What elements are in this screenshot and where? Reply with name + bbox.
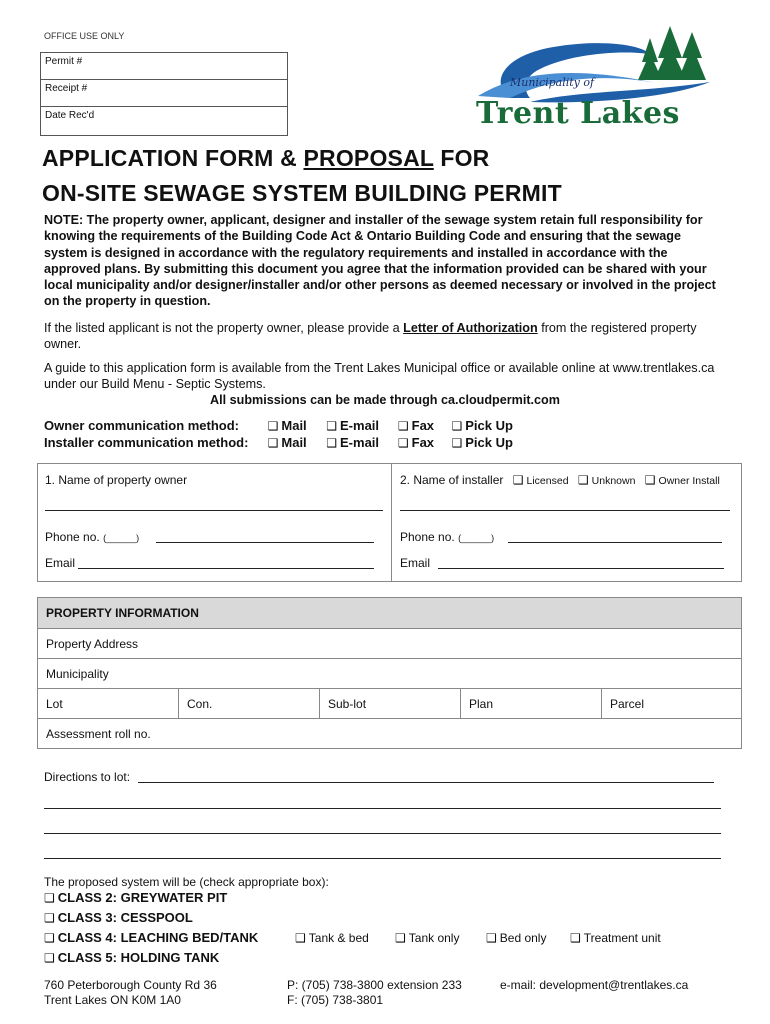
owner-pickup-checkbox[interactable]: ❑ Pick Up bbox=[452, 418, 513, 433]
office-use-label: OFFICE USE ONLY bbox=[44, 31, 125, 41]
owner-fax-checkbox[interactable]: ❑ Fax bbox=[398, 418, 448, 433]
footer-phone-line: P: (705) 738-3800 extension 233 bbox=[287, 978, 462, 992]
letter-of-authorization-link[interactable]: Letter of Authorization bbox=[403, 321, 538, 335]
footer-fax-line: F: (705) 738-3801 bbox=[287, 993, 384, 1007]
permit-number-field[interactable]: Permit # bbox=[41, 53, 287, 80]
logo-name: Trent Lakes bbox=[476, 96, 680, 131]
authorization-text-before: If the listed applicant is not the property owner, please provide a bbox=[44, 321, 404, 335]
property-information-table bbox=[37, 597, 742, 749]
installer-phone-area: (______) bbox=[458, 533, 495, 543]
bed-only-checkbox[interactable]: ❑ Bed only bbox=[486, 931, 546, 945]
installer-phone-input[interactable] bbox=[508, 542, 722, 543]
directions-input-line2[interactable] bbox=[44, 808, 721, 809]
concession-field[interactable]: Con. bbox=[179, 689, 320, 719]
installer-licensed-checkbox[interactable]: ❑ Licensed bbox=[513, 475, 569, 487]
authorization-text-after: from the registered property owner. bbox=[44, 321, 697, 351]
class3-checkbox[interactable]: ❑ CLASS 3: CESSPOOL bbox=[44, 910, 193, 925]
footer-phone bbox=[287, 978, 462, 1008]
office-use-box bbox=[40, 52, 288, 136]
owner-name-input[interactable] bbox=[45, 510, 383, 511]
footer-address bbox=[44, 978, 217, 1008]
installer-name-row bbox=[400, 473, 720, 487]
treatment-unit-checkbox[interactable]: ❑ Treatment unit bbox=[570, 931, 661, 945]
contacts-divider bbox=[391, 464, 392, 581]
title-part-a: APPLICATION FORM & bbox=[42, 145, 304, 171]
contacts-box bbox=[37, 463, 742, 582]
installer-unknown-checkbox[interactable]: ❑ Unknown bbox=[578, 475, 636, 487]
proposed-system-intro: The proposed system will be (check appropriate box): bbox=[44, 875, 329, 889]
page-title-line1 bbox=[42, 145, 490, 172]
installer-fax-checkbox[interactable]: ❑ Fax bbox=[398, 435, 448, 450]
installer-email-input[interactable] bbox=[438, 568, 724, 569]
lot-field[interactable]: Lot bbox=[38, 689, 179, 719]
installer-pickup-checkbox[interactable]: ❑ Pick Up bbox=[452, 435, 513, 450]
directions-input-line4[interactable] bbox=[44, 858, 721, 859]
installer-name-label: 2. Name of installer bbox=[400, 473, 504, 487]
date-received-field[interactable]: Date Rec'd bbox=[45, 110, 95, 121]
submissions-note: All submissions can be made through ca.cloudpermit.com bbox=[210, 393, 560, 407]
parcel-field[interactable]: Parcel bbox=[602, 689, 742, 719]
owner-email-label: Email bbox=[45, 556, 76, 570]
footer-address-line1: 760 Peterborough County Rd 36 bbox=[44, 978, 217, 992]
owner-communication-row bbox=[44, 418, 513, 433]
class5-checkbox[interactable]: ❑ CLASS 5: HOLDING TANK bbox=[44, 950, 219, 965]
title-part-c: FOR bbox=[433, 145, 490, 171]
sub-lot-field[interactable]: Sub-lot bbox=[320, 689, 461, 719]
installer-communication-row bbox=[44, 435, 513, 450]
authorization-paragraph bbox=[44, 320, 734, 352]
owner-mail-checkbox[interactable]: ❑ Mail bbox=[268, 418, 323, 433]
plan-field[interactable]: Plan bbox=[461, 689, 602, 719]
class2-checkbox[interactable]: ❑ CLASS 2: GREYWATER PIT bbox=[44, 890, 227, 905]
tank-only-checkbox[interactable]: ❑ Tank only bbox=[395, 931, 459, 945]
directions-input-line3[interactable] bbox=[44, 833, 721, 834]
installer-email-label: Email bbox=[400, 556, 431, 570]
owner-phone-input[interactable] bbox=[156, 542, 374, 543]
installer-phone-label bbox=[400, 530, 494, 544]
title-proposal: PROPOSAL bbox=[303, 145, 434, 171]
installer-phone-text: Phone no. bbox=[400, 530, 455, 544]
directions-label: Directions to lot: bbox=[44, 770, 131, 784]
owner-email-input[interactable] bbox=[78, 568, 374, 569]
installer-name-input[interactable] bbox=[400, 510, 730, 511]
page-title-line2: ON-SITE SEWAGE SYSTEM BUILDING PERMIT bbox=[42, 180, 562, 206]
footer-email[interactable]: e-mail: development@trentlakes.ca bbox=[500, 978, 689, 992]
installer-email-checkbox[interactable]: ❑ E-mail bbox=[326, 435, 394, 450]
receipt-number-field[interactable]: Receipt # bbox=[41, 80, 287, 107]
municipality-logo bbox=[470, 24, 725, 134]
installer-mail-checkbox[interactable]: ❑ Mail bbox=[268, 435, 323, 450]
property-information-header: PROPERTY INFORMATION bbox=[38, 598, 742, 629]
owner-phone-label bbox=[45, 530, 139, 544]
municipality-field[interactable]: Municipality bbox=[38, 659, 742, 689]
owner-phone-area: (______) bbox=[103, 533, 140, 543]
property-address-field[interactable]: Property Address bbox=[38, 629, 742, 659]
footer-address-line2: Trent Lakes ON K0M 1A0 bbox=[44, 993, 181, 1007]
owner-name-label: 1. Name of property owner bbox=[45, 473, 188, 487]
logo-script-text: Municipality of bbox=[510, 76, 595, 89]
responsibility-note: NOTE: The property owner, applicant, designer and installer of the sewage system retain full responsibility for knowing the requirements of the Building Code Act & Ontario Building Code and ensuring that the sewage system is designed in accordance with the regulatory requirements and installed in accordance with the approved plans. By submitting this document you agree that the information provided can be shared with your local municipality and/or designer/installer and/or other persons as deemed necessary or involved in the project on the property in question. bbox=[44, 213, 716, 309]
owner-communication-label: Owner communication method: bbox=[44, 418, 240, 433]
assessment-roll-field[interactable]: Assessment roll no. bbox=[38, 719, 742, 749]
installer-communication-label: Installer communication method: bbox=[44, 435, 249, 450]
directions-input-line1[interactable] bbox=[138, 782, 714, 783]
installer-owner-install-checkbox[interactable]: ❑ Owner Install bbox=[645, 475, 720, 487]
guide-paragraph: A guide to this application form is available from the Trent Lakes Municipal office or available online at www.trentlakes.ca under our Build Menu - Septic Systems. bbox=[44, 361, 715, 391]
class4-checkbox[interactable]: ❑ CLASS 4: LEACHING BED/TANK bbox=[44, 930, 258, 945]
owner-phone-text: Phone no. bbox=[45, 530, 100, 544]
owner-email-checkbox[interactable]: ❑ E-mail bbox=[326, 418, 394, 433]
tank-and-bed-checkbox[interactable]: ❑ Tank & bed bbox=[295, 931, 369, 945]
